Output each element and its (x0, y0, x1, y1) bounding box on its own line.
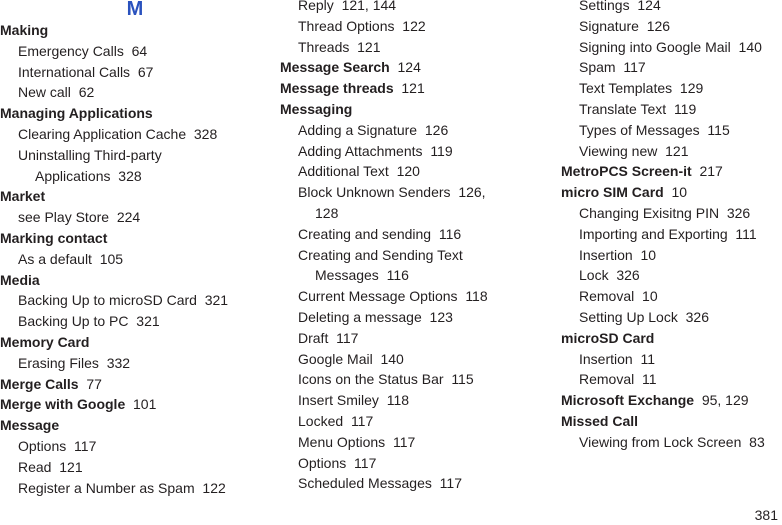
entry-text: Google Mail (298, 350, 373, 367)
entry-page-numbers: 121, 144 (341, 0, 397, 13)
entry-text: Merge with Google (0, 396, 126, 413)
entry-page-numbers: 121 (59, 458, 83, 475)
entry-page-numbers: 124 (397, 59, 421, 76)
entry-text: Message (0, 417, 60, 434)
entry-page-numbers: 122 (202, 479, 226, 496)
entry-text: Block Unknown Senders (298, 184, 451, 201)
index-column-1 (0, 0, 270, 498)
index-subentry (0, 41, 270, 62)
entry-page-numbers: 117 (439, 475, 462, 492)
entry-text: MetroPCS Screen-it (561, 163, 692, 180)
entry-text: Missed Call (561, 412, 639, 429)
entry-text: Applications (35, 167, 111, 184)
entry-text: Text Templates (579, 80, 673, 97)
entry-text: Creating and Sending Text (298, 246, 463, 263)
entry-page-numbers: 328 (118, 167, 142, 184)
index-column-2 (280, 0, 550, 494)
entry-page-numbers: 119 (673, 100, 697, 117)
index-heading (280, 78, 550, 99)
index-heading (0, 332, 270, 353)
entry-page-numbers: 117 (392, 433, 416, 450)
entry-page-numbers: 105 (99, 250, 124, 267)
index-subentry (0, 457, 270, 478)
entry-text: Emergency Calls (18, 42, 124, 59)
index-subentry (280, 453, 550, 474)
index-subentry (561, 0, 782, 16)
entry-page-numbers: 124 (637, 0, 661, 13)
index-subentry (0, 249, 270, 270)
entry-page-numbers: 126, (458, 184, 486, 201)
entry-page-numbers: 140 (380, 350, 404, 367)
entry-page-numbers: 117 (354, 454, 377, 471)
entry-text: Read (18, 458, 52, 475)
index-subentry (561, 203, 782, 224)
index-subentry (280, 16, 550, 37)
entry-text: see Play Store (18, 209, 110, 226)
index-heading (561, 328, 782, 349)
entry-text: Insert Smiley (298, 392, 379, 409)
entry-page-numbers: 126 (424, 121, 449, 138)
section-letter: M (126, 0, 144, 20)
index-subentry (280, 203, 550, 224)
entry-page-numbers: 120 (396, 163, 420, 180)
index-subentry (280, 265, 550, 286)
entry-page-numbers: 10 (640, 246, 657, 263)
index-heading (0, 374, 270, 395)
index-column-3 (561, 0, 782, 453)
entry-text: microSD Card (561, 329, 655, 346)
entry-text: Menu Options (298, 433, 386, 450)
entry-text: Making (0, 22, 49, 38)
entry-page-numbers: 116 (438, 225, 462, 242)
entry-page-numbers: 118 (386, 392, 410, 409)
index-subentry (280, 328, 550, 349)
index-subentry (280, 245, 550, 266)
index-subentry (280, 182, 550, 203)
index-subentry (280, 473, 550, 494)
entry-text: Managing Applications (0, 105, 153, 122)
entry-page-numbers: 217 (699, 163, 723, 180)
entry-page-numbers: 321 (204, 292, 229, 309)
index-subentry (280, 37, 550, 58)
entry-text: Microsoft Exchange (561, 392, 695, 409)
index-subentry (0, 166, 270, 187)
entry-text: Icons on the Status Bar (298, 371, 444, 388)
entry-text: Insertion (579, 246, 633, 263)
entry-text: Options (18, 437, 67, 454)
entry-text: International Calls (18, 63, 131, 80)
entry-text: Types of Messages (579, 121, 700, 138)
entry-page-numbers: 111 (735, 225, 757, 242)
index-subentry (0, 82, 270, 103)
entry-page-numbers: 83 (749, 433, 765, 450)
entry-page-numbers: 121 (357, 38, 381, 55)
entry-text: Signing into Google Mail (579, 38, 731, 55)
entry-text: As a default (18, 250, 92, 267)
index-subentry (561, 78, 782, 99)
entry-text: Uninstalling Third-party (18, 146, 162, 163)
entry-page-numbers: 115 (707, 121, 730, 138)
entry-text: Setting Up Lock (579, 308, 678, 325)
index-subentry (280, 349, 550, 370)
entry-text: Deleting a message (298, 308, 422, 325)
index-subentry (561, 120, 782, 141)
entry-text: Message threads (280, 80, 394, 97)
index-subentry (561, 349, 782, 370)
index-subentry (0, 207, 270, 228)
entry-text: Memory Card (0, 333, 90, 350)
index-subentry (280, 141, 550, 162)
entry-page-numbers: 64 (131, 42, 148, 59)
entry-text: Register a Number as Spam (18, 479, 195, 496)
entry-page-numbers: 326 (616, 267, 640, 284)
entry-page-numbers: 121 (665, 142, 689, 159)
index-subentry (0, 353, 270, 374)
index-heading (0, 415, 270, 436)
index-subentry (0, 124, 270, 145)
entry-text: Options (298, 454, 347, 471)
entry-text: Erasing Files (18, 354, 99, 371)
entry-page-numbers: 10 (642, 288, 658, 305)
page-number: 381 (754, 507, 778, 523)
index-heading (0, 228, 270, 249)
entry-page-numbers: 326 (726, 204, 751, 221)
index-heading (561, 390, 782, 411)
entry-page-numbers: 115 (451, 371, 474, 388)
index-subentry (561, 286, 782, 307)
entry-text: 128 (315, 204, 339, 221)
entry-text: New call (18, 84, 71, 101)
entry-text: Locked (298, 412, 344, 429)
index-subentry (561, 99, 782, 120)
index-heading (0, 20, 270, 41)
index-subentry (561, 37, 782, 58)
index-subentry (0, 311, 270, 332)
entry-text: Importing and Exporting (579, 225, 728, 242)
entry-page-numbers: 118 (465, 288, 488, 305)
entry-page-numbers: 77 (86, 375, 102, 392)
entry-text: Insertion (579, 350, 633, 367)
entry-text: Spam (579, 59, 616, 76)
index-heading (0, 103, 270, 124)
entry-text: Scheduled Messages (298, 475, 432, 492)
entry-page-numbers: 326 (685, 308, 709, 325)
entry-text: Removal (579, 371, 635, 388)
entry-page-numbers: 332 (106, 354, 131, 371)
entry-text: Marking contact (0, 229, 108, 246)
entry-text: Market (0, 188, 46, 205)
index-subentry (0, 62, 270, 83)
index-subentry (561, 16, 782, 37)
entry-text: Viewing new (579, 142, 658, 159)
entry-text: Viewing from Lock Screen (579, 433, 742, 450)
index-subentry (561, 307, 782, 328)
index-heading (0, 394, 270, 415)
entry-page-numbers: 119 (430, 142, 453, 159)
entry-page-numbers: 117 (623, 59, 646, 76)
entry-page-numbers: 11 (642, 371, 657, 388)
index-subentry (561, 57, 782, 78)
entry-text: Reply (298, 0, 334, 13)
entry-text: Translate Text (579, 100, 667, 117)
index-subentry (280, 390, 550, 411)
entry-page-numbers: 117 (350, 412, 374, 429)
index-subentry (280, 161, 550, 182)
index-subentry (280, 307, 550, 328)
entry-page-numbers: 123 (429, 308, 453, 325)
index-subentry (280, 120, 550, 141)
index-subentry (561, 265, 782, 286)
entry-text: Removal (579, 288, 635, 305)
index-heading (561, 411, 782, 432)
entry-page-numbers: 328 (193, 125, 218, 142)
index-subentry (280, 286, 550, 307)
entry-text: Backing Up to microSD Card (18, 292, 197, 309)
index-heading (0, 186, 270, 207)
entry-page-numbers: 101 (133, 396, 157, 413)
index-subentry (0, 436, 270, 457)
index-subentry (561, 224, 782, 245)
entry-page-numbers: 10 (671, 184, 688, 201)
index-subentry (280, 432, 550, 453)
entry-text: Lock (579, 267, 609, 284)
entry-text: Thread Options (298, 17, 395, 34)
entry-page-numbers: 121 (401, 80, 425, 97)
entry-text: Signature (579, 17, 639, 34)
entry-page-numbers: 117 (74, 437, 97, 454)
index-heading (0, 270, 270, 291)
entry-text: Additional Text (298, 163, 389, 180)
entry-text: micro SIM Card (561, 184, 664, 201)
entry-text: Message Search (280, 59, 390, 76)
entry-text: Media (0, 271, 40, 288)
entry-page-numbers: 126 (646, 17, 671, 34)
index-subentry (0, 145, 270, 166)
entry-text: Messages (315, 267, 379, 284)
index-heading (280, 99, 550, 120)
entry-page-numbers: 224 (116, 209, 141, 226)
entry-text: Current Message Options (298, 288, 458, 305)
entry-page-numbers: 116 (386, 267, 409, 284)
entry-text: Merge Calls (0, 375, 79, 392)
index-heading (561, 182, 782, 203)
entry-text: Changing Exisitng PIN (579, 204, 720, 221)
entry-page-numbers: 95, 129 (701, 392, 749, 409)
entry-text: Creating and sending (298, 225, 432, 242)
entry-text: Adding Attachments (298, 142, 423, 159)
index-subentry (0, 290, 270, 311)
entry-page-numbers: 67 (137, 63, 154, 80)
entry-page-numbers: 11 (640, 350, 656, 367)
entry-text: Backing Up to PC (18, 313, 129, 330)
index-subentry (280, 0, 550, 16)
index-subentry (561, 369, 782, 390)
entry-page-numbers: 62 (78, 84, 95, 101)
index-heading (561, 161, 782, 182)
index-subentry (280, 224, 550, 245)
entry-page-numbers: 129 (679, 80, 704, 97)
entry-text: Adding a Signature (298, 121, 418, 138)
entry-text: Threads (298, 38, 350, 55)
entry-text: Messaging (280, 100, 353, 117)
entry-page-numbers: 321 (136, 313, 160, 330)
index-subentry (280, 369, 550, 390)
entry-page-numbers: 122 (402, 17, 426, 34)
index-heading (280, 57, 550, 78)
entry-text: Draft (298, 329, 329, 346)
entry-page-numbers: 117 (336, 329, 359, 346)
index-subentry (280, 411, 550, 432)
index-subentry (561, 245, 782, 266)
index-subentry (561, 141, 782, 162)
entry-page-numbers: 140 (738, 38, 762, 55)
index-subentry (561, 432, 782, 453)
entry-text: Settings (579, 0, 630, 13)
entry-text: Clearing Application Cache (18, 125, 187, 142)
index-subentry (0, 478, 270, 499)
